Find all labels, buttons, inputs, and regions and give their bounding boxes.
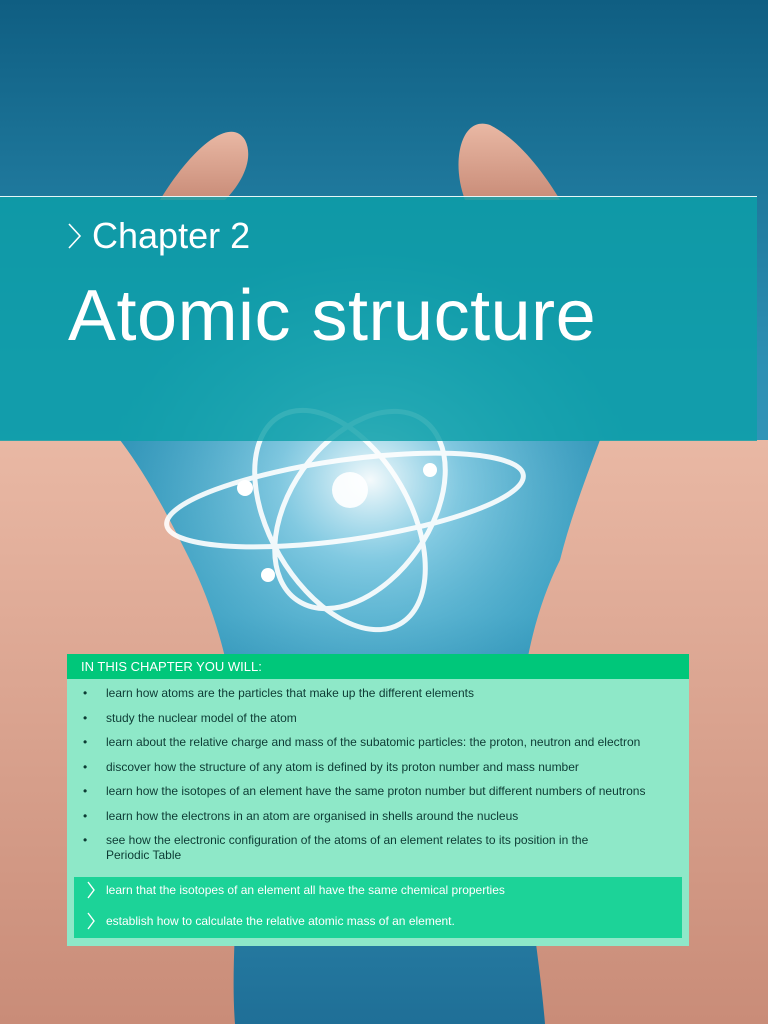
list-item-text: learn how the electrons in an atom are organised in shells around the nucleus [106, 808, 519, 823]
chapter-number: Chapter 2 [92, 215, 251, 256]
bullet-icon: • [83, 710, 88, 725]
chevron-right-icon [66, 222, 84, 250]
chevron-right-icon [86, 911, 96, 931]
bullet-icon: • [83, 808, 88, 823]
bullet-icon: • [83, 735, 88, 749]
objectives-list [82, 686, 682, 873]
bullet-icon: • [83, 686, 88, 700]
list-item [82, 735, 682, 750]
chevron-right-icon [86, 880, 96, 900]
list-item [82, 760, 682, 775]
list-item-text: learn how atoms are the particles that make up the different elements [106, 686, 474, 700]
list-item-text: study the nuclear model of the atom [106, 710, 297, 725]
chapter-title: Atomic structure [68, 276, 597, 356]
list-item-text: discover how the structure of any atom is defined by its proton number and mass number [106, 759, 579, 774]
bullet-icon: • [83, 759, 88, 774]
extended-item [86, 880, 505, 900]
bullet-icon: • [83, 833, 88, 847]
list-item [82, 711, 682, 726]
extended-item-text: establish how to calculate the relative atomic mass of an element. [106, 914, 455, 928]
list-item [82, 686, 682, 701]
extended-item [86, 911, 455, 931]
list-item-text: learn how the isotopes of an element have the same proton number but different numbers of neutrons [106, 784, 646, 798]
chapter-header [66, 212, 250, 260]
list-item [82, 784, 682, 799]
objectives-heading: IN THIS CHAPTER YOU WILL: [67, 654, 689, 679]
extended-item-text: learn that the isotopes of an element all have the same chemical properties [106, 883, 505, 897]
list-item-text: learn about the relative charge and mass of the subatomic particles: the proton, neutron and electron [106, 735, 641, 749]
list-item [82, 833, 626, 863]
list-item-text: see how the electronic configuration of the atoms of an element relates to its position in the Periodic Table [106, 833, 589, 862]
list-item [82, 809, 682, 824]
bullet-icon: • [83, 784, 88, 798]
